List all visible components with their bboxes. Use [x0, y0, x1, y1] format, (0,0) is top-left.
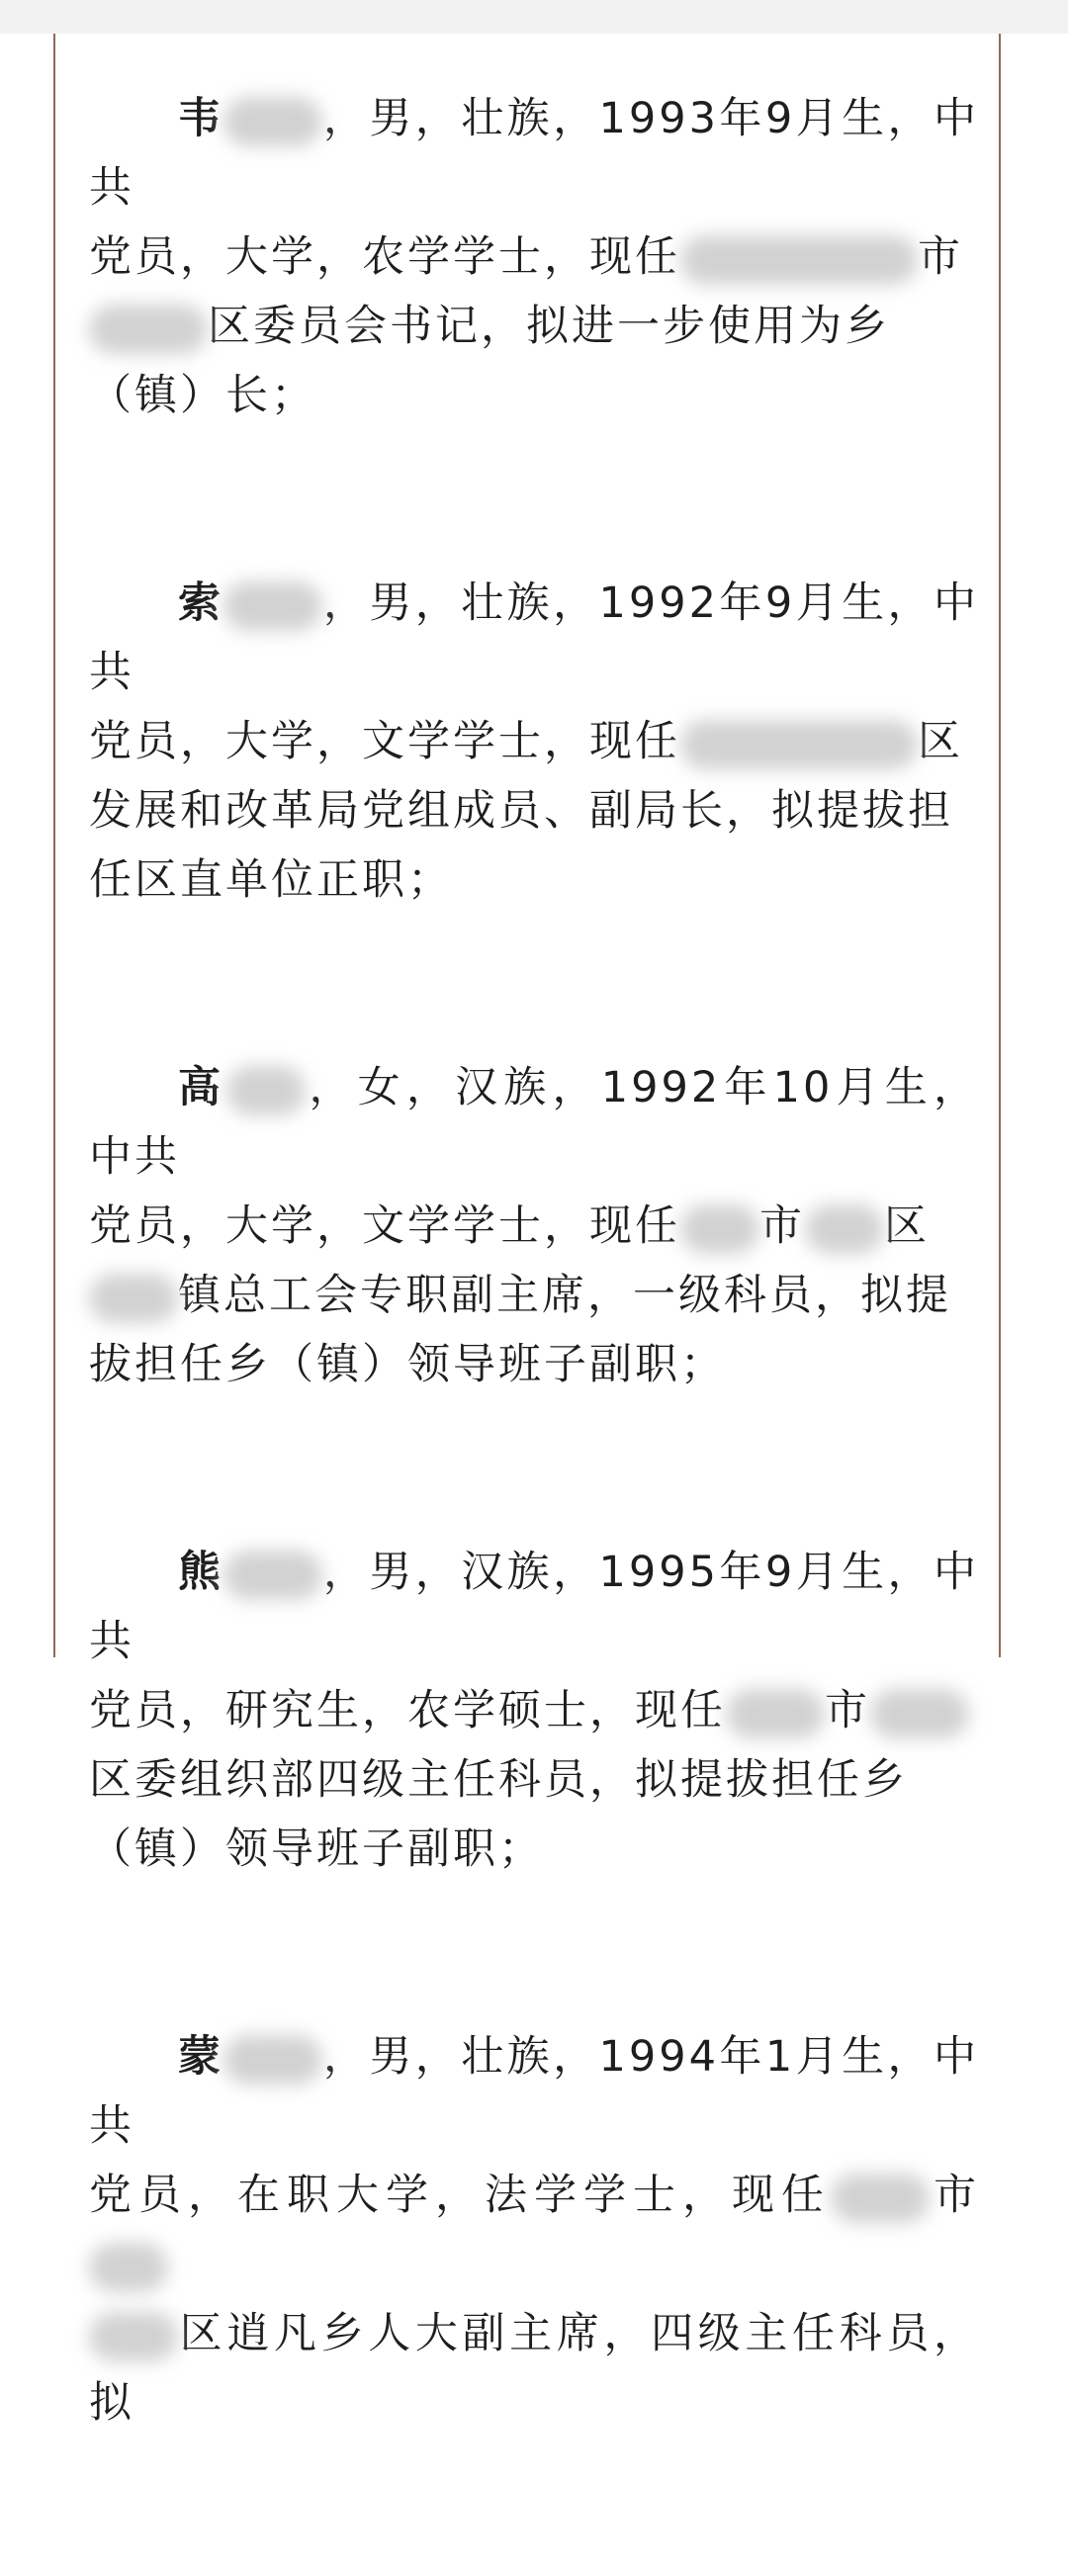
candidate-info-line: 镇总工会专职副主席，一级科员，拟提	[178, 1271, 951, 1320]
candidate-paragraph	[89, 569, 979, 915]
redacted-text	[870, 1689, 969, 1738]
redacted-text	[726, 1689, 825, 1738]
candidate-info-line: 党员，大学，文学学士，现任	[89, 717, 680, 766]
candidate-info-line: 任区直单位正职；	[89, 855, 453, 905]
document-body	[89, 84, 979, 2576]
redacted-text	[89, 305, 208, 354]
candidate-info-text: 市	[930, 2171, 979, 2220]
redacted-text	[89, 2312, 178, 2361]
candidate-surname: 索	[178, 578, 224, 628]
candidate-info-text: 区	[884, 1201, 930, 1251]
redacted-text	[680, 1204, 759, 1254]
candidate-info-text: 市	[759, 1201, 805, 1251]
candidate-surname: 熊	[178, 1548, 224, 1597]
candidate-info-line: ，男，壮族，1992年9月生，中共	[89, 578, 980, 697]
redacted-name	[226, 1066, 306, 1115]
candidate-info-line: 发展和改革局党组成员、副局长，拟提拔担	[89, 786, 953, 836]
top-strip	[0, 0, 1068, 34]
redacted-text	[805, 1204, 884, 1254]
redacted-text	[680, 720, 918, 769]
redacted-name	[223, 581, 322, 631]
candidate-info-text: 区	[918, 717, 963, 766]
candidate-info-line: ，男，壮族，1994年1月生，中共	[89, 2032, 980, 2151]
candidate-info-line: 区逍凡乡人大副主席，四级主任科员，拟	[89, 2309, 979, 2428]
redacted-name	[223, 1551, 322, 1600]
candidate-info-line: 党员，大学，文学学士，现任	[89, 1201, 680, 1251]
candidate-info-line: 党员，大学，农学学士，现任	[89, 232, 680, 282]
page-border-right	[999, 34, 1001, 1657]
candidate-surname: 韦	[178, 94, 224, 143]
candidate-info-line: 区委员会书记，拟进一步使用为乡	[208, 302, 890, 351]
candidate-paragraph	[89, 1538, 979, 1884]
candidate-info-line: ，男，汉族，1995年9月生，中共	[89, 1548, 980, 1666]
redacted-name	[223, 97, 322, 146]
candidate-info-line: （镇）长；	[89, 371, 316, 420]
candidate-surname: 蒙	[178, 2032, 224, 2082]
candidate-info-line: ，女，汉族，1992年10月生，中共	[89, 1063, 979, 1182]
candidate-info-text: 市	[918, 232, 963, 282]
candidate-surname: 高	[178, 1063, 227, 1112]
redacted-text	[680, 235, 918, 285]
candidate-info-text: 市	[825, 1686, 870, 1735]
candidate-info-line: ，男，壮族，1993年9月生，中共	[89, 94, 980, 213]
redacted-text	[831, 2174, 930, 2223]
redacted-text	[89, 2243, 168, 2292]
page-border-left	[53, 34, 55, 1657]
candidate-info-line: 拔担任乡（镇）领导班子副职；	[89, 1340, 726, 1389]
candidate-info-line: 区委组织部四级主任科员，拟提拔担任乡	[89, 1755, 908, 1805]
candidate-paragraph	[89, 2022, 979, 2438]
candidate-paragraph	[89, 84, 979, 430]
candidate-info-line: 党员，在职大学，法学学士，现任	[89, 2171, 831, 2220]
candidate-info-line: 党员，研究生，农学硕士，现任	[89, 1686, 726, 1735]
candidate-info-line: （镇）领导班子副职；	[89, 1824, 544, 1874]
candidate-paragraph	[89, 1053, 979, 1399]
redacted-text	[89, 1274, 178, 1323]
redacted-name	[223, 2035, 322, 2085]
